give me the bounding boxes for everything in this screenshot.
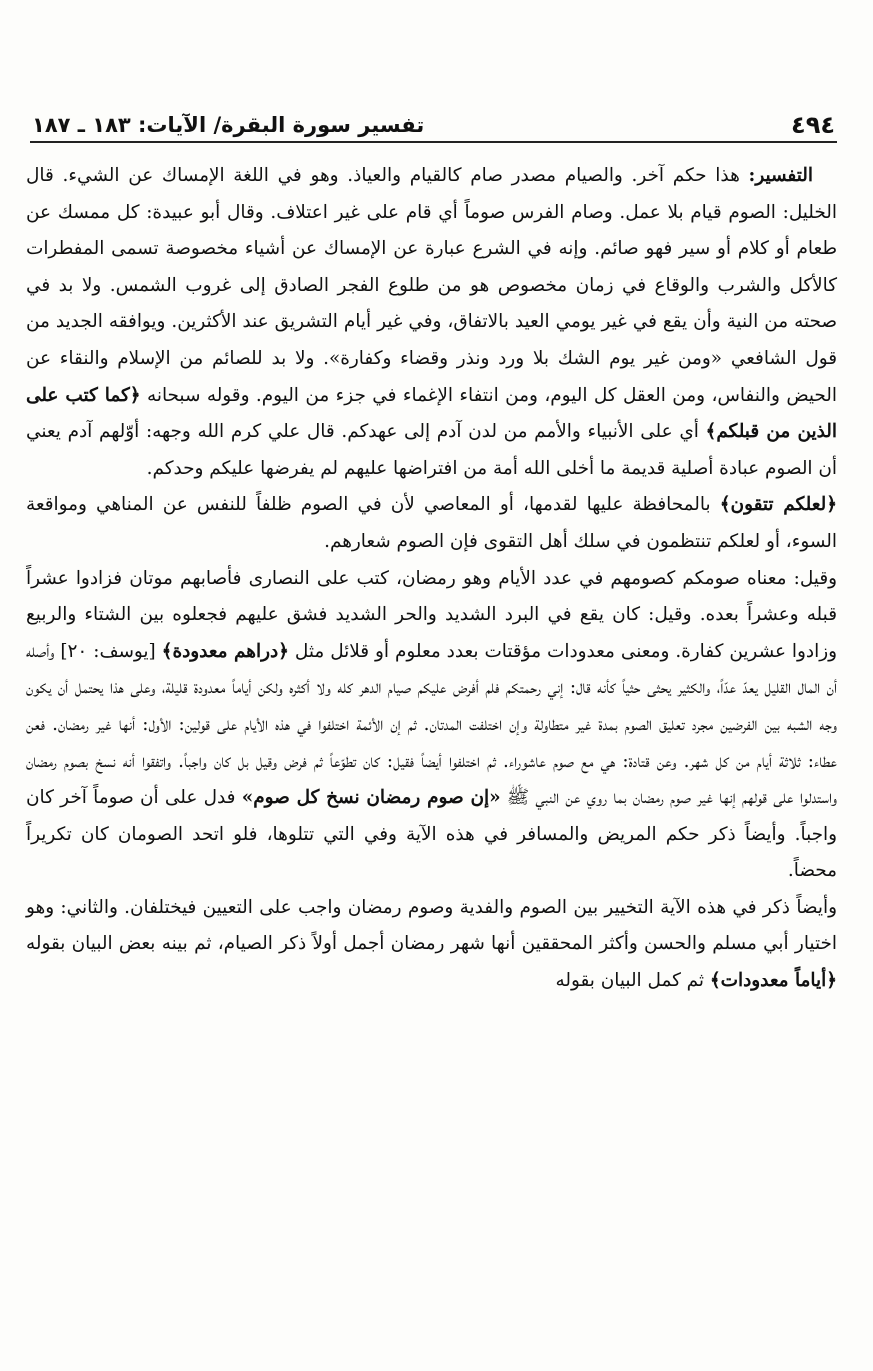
paragraph-tafsir bbox=[26, 158, 837, 487]
tafsir-body bbox=[26, 158, 837, 1000]
running-title: تفسير سورة البقرة/ الآيات: ١٨٣ ـ ١٨٧ bbox=[32, 113, 425, 137]
paragraph-text: [يوسف: ٢٠] وأصله أن المال القليل يعدّ عدّاً، والكثير يحثى حثياً كأنه قال: إني رحمتكم فلم أفرض عليكم صيام الدهر كله ولا أكثره ولكن أياماً معدودة قليلة، وعلى هذا يحتمل أن يكون وجه الشبه بين الفرضين مجرد تعليق الصوم بمدة غير متطاولة وإن اختلفت المدتان. ثم إن الأئمة اختلفوا في هذه الأيام على قولين: الأول: أنها غير رمضان. فعن عطاء: ثلاثة أيام من كل شهر. وعن قتادة: هي مع صوم عاشوراء. ثم اختلفوا أيضاً فقيل: كان تطوّعاً ثم فرض وقيل بل كان واجباً. واتفقوا أنه نسخ بصوم رمضان واستدلوا على قولهم إنها غير صوم رمضان بما روي عن النبي ﷺ bbox=[26, 640, 838, 809]
quran-quote: ﴿أياماً معدودات﴾ bbox=[709, 970, 837, 992]
paragraph-text: وقيل: معناه صومكم كصومهم في عدد الأيام وهو رمضان، كتب على النصارى فأصابهم موتان فزادوا عشراً قبله وعشراً بعده. وقيل: كان يقع في البرد الشديد والحر الشديد فشق عليهم فجعلوه بين الشتاء والربيع وزادوا عشرين كفارة. ومعنى معدودات مؤقتات بعدد معلوم أو قلائل مثل bbox=[26, 567, 837, 662]
page-number: ٤٩٤ bbox=[791, 111, 835, 139]
paragraph-text: وأيضاً ذكر في هذه الآية التخيير بين الصوم والفدية وصوم رمضان واجب على التعيين فيختلفان. والثاني: وهو اختيار أبي مسلم والحسن وأكثر المحققين أنها شهر رمضان أجمل أولاً ذكر الصيام، ثم بينه بعض البيان بقوله bbox=[26, 896, 837, 955]
paragraph-text: فدل على أن صوماً آخر كان واجباً. وأيضاً ذكر حكم المريض والمسافر في هذه الآية وفي التي تتلوها، فلو اتحد الصومان كان تكريراً محضاً. bbox=[26, 787, 837, 882]
paragraph-text: ثم كمل البيان بقوله bbox=[555, 970, 710, 992]
header-rule bbox=[30, 141, 837, 143]
paragraph-wa-aydan bbox=[26, 890, 837, 1000]
page-header bbox=[32, 100, 835, 140]
paragraph-text: بالمحافظة عليها لقدمها، أو المعاصي لأن في الصوم ظلفاً للنفس عن المناهي ومواقعة السوء، أو لعلكم تنتظمون في سلك أهل التقوى فإن الصوم شعارهم. bbox=[26, 494, 837, 552]
quran-quote: ﴿لعلكم تتقون﴾ bbox=[719, 494, 837, 516]
quran-quote: ﴿كما كتب على الذين من قبلكم﴾ bbox=[26, 384, 838, 443]
paragraph-text: أي على الأنبياء والأمم من لدن آدم إلى عهدكم. قال علي كرم الله وجهه: أوّلهم آدم يعني أن الصوم عبادة أصلية قديمة ما أخلى الله أمة من افتراضها عليهم لم يفرضها عليكم وحدكم. bbox=[26, 421, 837, 479]
tafsir-lead: التفسير: bbox=[748, 165, 813, 186]
quran-quote: ﴿دراهم معدودة﴾ bbox=[161, 640, 289, 662]
hadith-quote: «إن صوم رمضان نسخ كل صوم» bbox=[241, 787, 501, 809]
paragraph-taqwa bbox=[26, 487, 837, 560]
paragraph-qila bbox=[26, 561, 837, 890]
paragraph-text: هذا حكم آخر. والصيام مصدر صام كالقيام والعياذ. وهو في اللغة الإمساك عن الشيء. قال الخليل: الصوم قيام بلا عمل. وصام الفرس صوماً أي قام على غير اعتلاف. وقال أبو عبيدة: كل ممسك عن طعام أو كلام أو سير فهو صائم. وإنه في الشرع عبارة عن الإمساك عن أشياء مخصوصة تسمى المفطرات كالأكل والشرب والوقاع في زمان مخصوص هو من طلوع الفجر الصادق إلى غروب الشمس. ولا بد في صحته من النية وأن يقع في غير يومي العيد بالاتفاق، وفي غير أيام التشريق عند الأكثرين. ويوافقه الجديد من قول الشافعي «ومن غير يوم الشك بلا ورد ونذر وقضاء وكفارة». ولا بد للصائم من الإسلام والنقاء عن الحيض والنفاس، ومن العقل كل اليوم، ومن انتفاء الإغماء في جزء من اليوم. وقوله سبحانه bbox=[26, 165, 837, 406]
